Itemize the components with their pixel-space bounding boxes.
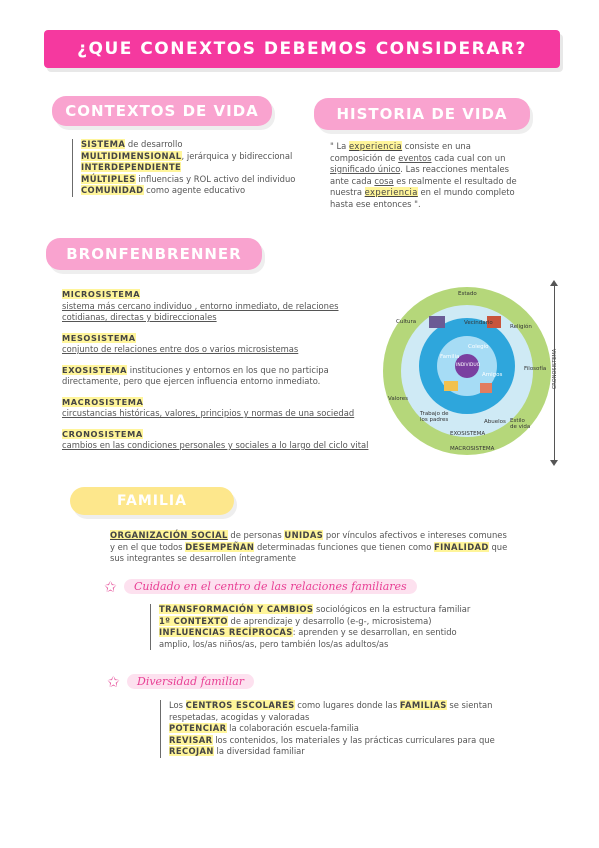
label-amigos: Amigos <box>482 372 503 378</box>
arrow-down-icon <box>550 460 558 466</box>
cuidado-list <box>150 604 479 650</box>
familia-heading: FAMILIA <box>70 487 234 515</box>
list-item: MULTIDIMENSIONAL, jerárquica y bidireccional <box>81 150 293 161</box>
familia-definition: ORGANIZACIÓN SOCIAL de personas UNIDAS por vínculos afectivos e intereses comunes y en el que todos DESEMPEÑAN determinadas funciones que tienen como FINALIDAD que sus integrantes se desarrollen íntegramente <box>110 530 508 563</box>
list-item: POTENCIAR la colaboración escuela-familia <box>169 723 359 733</box>
list-item: INFLUENCIAS RECÍPROCAS: aprenden y se desarrollan, en sentido amplio, los/as niños/as, pero también los/as adultos/as <box>159 627 457 649</box>
cuidado-subtitle: Cuidado en el centro de las relaciones familiares <box>124 579 417 594</box>
label-trabajo: Trabajo de los padres <box>420 411 449 423</box>
bronfenbrenner-sections <box>62 289 382 452</box>
label-religion: Religión <box>510 324 532 330</box>
contextos-vida-list <box>72 139 321 197</box>
ecological-systems-diagram <box>382 286 552 456</box>
list-item: INTERDEPENDIENTE <box>81 162 182 172</box>
bronfenbrenner-heading: BRONFENBRENNER <box>46 238 262 270</box>
contextos-vida-heading: CONTEXTOS DE VIDA <box>52 96 272 126</box>
label-estado: Estado <box>458 291 477 297</box>
arrow-up-icon <box>550 280 558 286</box>
park-shape <box>480 383 492 393</box>
historia-vida-heading: HISTORIA DE VIDA <box>314 98 530 130</box>
list-item: MÚLTIPLES influencias y ROL activo del individuo <box>81 173 296 184</box>
diversidad-subtitle: Diversidad familiar <box>127 674 254 689</box>
section-exosistema: EXOSISTEMA instituciones y entornos en los que no participa directamente, pero que ejercen influencia entorno inmediato. <box>62 364 329 386</box>
house-shape <box>429 316 445 328</box>
label-cronosistema: CRONOSISTEMA <box>552 348 559 390</box>
section-cronosistema: CRONOSISTEMA cambios en las condiciones personales y sociales a lo largo del ciclo vital <box>62 428 369 450</box>
label-familia: Familia <box>440 354 460 360</box>
label-vecindario: Vecindario <box>464 320 493 326</box>
page-title: ¿QUE CONEXTOS DEBEMOS CONSIDERAR? <box>44 30 560 68</box>
section-mesosistema: MESOSISTEMA conjunto de relaciones entre dos o varios microsistemas <box>62 332 299 354</box>
list-item: Los CENTROS ESCOLARES como lugares donde las FAMILIAS se sientan respetadas, acogidas y valoradas <box>169 700 493 722</box>
label-individuo: INDIVIDUO <box>456 363 481 368</box>
diversidad-list <box>160 700 519 758</box>
list-item: TRANSFORMACIÓN Y CAMBIOS sociológicos en la estructura familiar <box>159 604 471 614</box>
label-abuelos: Abuelos <box>484 419 506 425</box>
star-icon: ✩ <box>104 578 117 596</box>
label-estilo: Estilo de vida <box>510 418 531 430</box>
section-microsistema: MICROSISTEMA sistema más cercano individuo , entorno inmediato, de relaciones cotidianas, directas y bidireccionales <box>62 289 339 322</box>
historia-vida-quote: " La experiencia consiste en una composición de eventos cada cual con un significado único. Las reacciones mentales ante cada cosa es realmente el resultado de nuestra experiencia en el mundo completo hasta ese entonces ". <box>330 141 517 209</box>
label-macrosistema: MACROSISTEMA <box>450 446 495 452</box>
list-item: 1º CONTEXTO de aprendizaje y desarrollo (e-g-, microsistema) <box>159 615 432 626</box>
label-filosofia: Filosofía <box>524 366 547 372</box>
list-item: REVISAR los contenidos, los materiales y las prácticas curriculares para que RECOJAN la diversidad familiar <box>169 734 495 756</box>
label-cultura: Cultura <box>396 319 417 325</box>
label-valores: Valores <box>388 396 408 402</box>
list-item: COMUNIDAD como agente educativo <box>81 185 246 195</box>
star-icon: ✩ <box>107 673 120 691</box>
label-exosistema: EXOSISTEMA <box>450 431 486 437</box>
list-item: SISTEMA de desarrollo <box>81 139 183 149</box>
school-shape <box>444 381 458 391</box>
section-macrosistema: MACROSISTEMA circustancias históricas, valores, principios y normas de una sociedad <box>62 396 355 418</box>
label-colegio: Colegio <box>468 344 489 350</box>
